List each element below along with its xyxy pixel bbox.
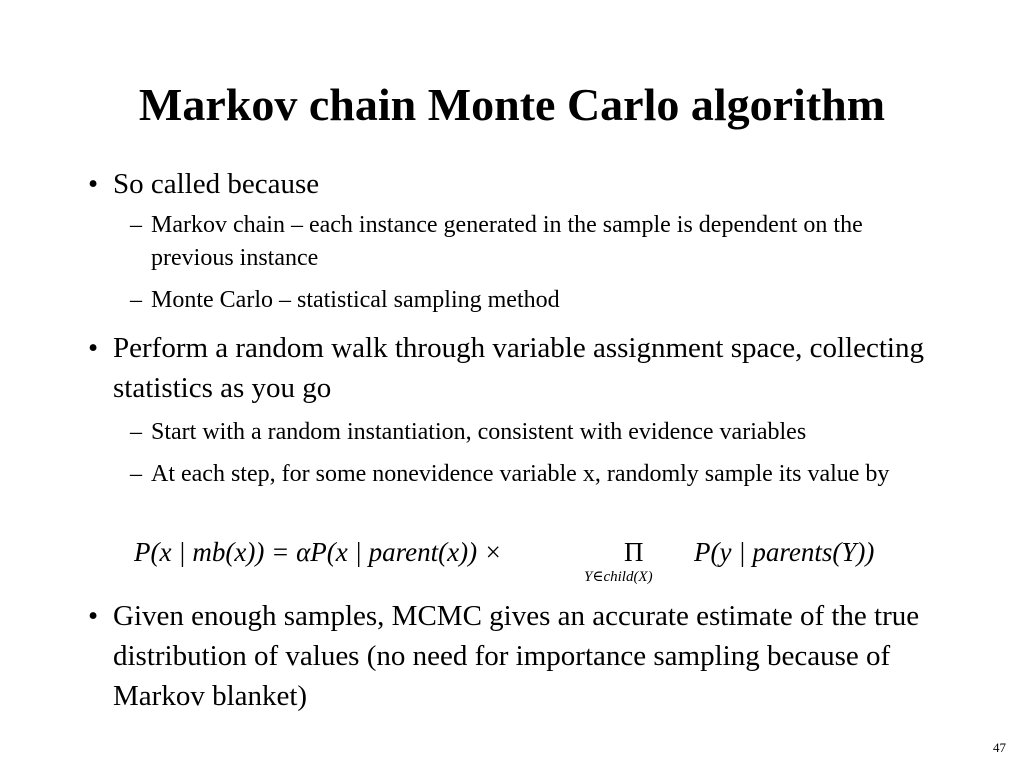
dash-symbol: – bbox=[130, 287, 142, 313]
bullet-2-sub-2-text: At each step, for some nonevidence variable x, randomly sample its value by bbox=[151, 461, 890, 487]
bullet-1 bbox=[88, 164, 938, 204]
bullet-2 bbox=[88, 328, 938, 408]
dash-symbol: – bbox=[130, 461, 142, 487]
bullet-3-text: Given enough samples, MCMC gives an accurate estimate of the true distribution of values (no need for importance sampling because of Markov blanket) bbox=[113, 600, 920, 712]
slide-title: Markov chain Monte Carlo algorithm bbox=[138, 79, 886, 130]
dash-symbol: – bbox=[130, 212, 142, 238]
bullet-2-sub-1-text: Start with a random instantiation, consistent with evidence variables bbox=[151, 419, 807, 445]
bullet-symbol: • bbox=[88, 332, 99, 364]
bullet-1-sub-2-text: Monte Carlo – statistical sampling method bbox=[151, 287, 560, 313]
bullet-1-sub-2 bbox=[130, 284, 930, 317]
bullet-3 bbox=[88, 596, 938, 716]
page-number: 47 bbox=[993, 740, 1006, 755]
bullet-1-sub-1 bbox=[130, 209, 930, 275]
bullet-symbol: • bbox=[88, 168, 99, 200]
bullet-1-sub-1-text: Markov chain – each instance generated in the sample is dependent on the previous instance bbox=[151, 212, 863, 271]
formula-lhs: P(x | mb(x)) = αP(x | parent(x)) × bbox=[134, 537, 503, 567]
bullet-1-text: So called because bbox=[113, 168, 320, 200]
formula-rhs: P(y | parents(Y)) bbox=[694, 537, 875, 567]
bullet-2-text: Perform a random walk through variable assignment space, collecting statistics as you go bbox=[113, 332, 924, 404]
bullet-2-sub-1 bbox=[130, 416, 930, 449]
product-symbol: Π bbox=[624, 537, 644, 567]
dash-symbol: – bbox=[130, 419, 142, 445]
bullet-2-sub-2 bbox=[130, 458, 930, 491]
markov-blanket-formula bbox=[134, 536, 914, 588]
bullet-symbol: • bbox=[88, 600, 99, 632]
product-subscript: Y∈child(X) bbox=[584, 569, 653, 585]
